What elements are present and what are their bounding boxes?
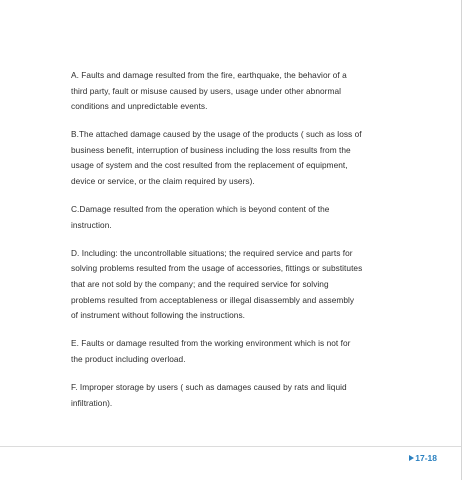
paragraph-line: conditions and unpredictable events. <box>71 101 208 112</box>
paragraph-line: A. Faults and damage resulted from the fire, earthquake, the behavior of a <box>71 70 347 80</box>
page-edge-divider <box>461 0 462 480</box>
paragraph-c <box>71 202 407 233</box>
paragraph-line: usage of system and the cost resulted from the replacement of equipment, <box>71 160 348 171</box>
paragraph-line: device or service, or the claim required by users). <box>71 176 255 187</box>
page-number <box>409 453 437 463</box>
paragraph-line: problems resulted from acceptableness or illegal disassembly and assembly <box>71 294 355 305</box>
footer-divider <box>0 446 461 447</box>
paragraph-f <box>71 380 407 411</box>
paragraph-line: third party, fault or misuse caused by users, usage under other abnormal <box>71 85 342 96</box>
page-number-text: 17-18 <box>415 453 437 463</box>
paragraph-line: that are not sold by the company; and the required service for solving <box>71 279 329 290</box>
paragraph-line: C.Damage resulted from the operation which is beyond content of the <box>71 204 330 215</box>
paragraph-d <box>71 246 407 324</box>
paragraph-line: B.The attached damage caused by the usage of the products ( such as loss of <box>71 129 362 140</box>
paragraph-line: D. Including: the uncontrollable situations; the required service and parts for <box>71 247 353 258</box>
paragraph-line: the product including overload. <box>71 353 186 364</box>
paragraph-line: business benefit, interruption of business including the loss results from the <box>71 144 351 155</box>
paragraph-e <box>71 336 407 367</box>
play-arrow-icon <box>409 455 414 461</box>
paragraph-line: infiltration). <box>71 397 113 408</box>
paragraph-line: of instrument without following the instructions. <box>71 310 246 321</box>
paragraph-a <box>71 68 407 115</box>
warranty-exclusions-text <box>71 68 407 424</box>
paragraph-line: solving problems resulted from the usage of accessories, fittings or substitutes <box>71 263 363 274</box>
paragraph-line: E. Faults or damage resulted from the working environment which is not for <box>71 338 351 349</box>
paragraph-line: F. Improper storage by users ( such as damages caused by rats and liquid <box>71 382 347 392</box>
paragraph-line: instruction. <box>71 219 112 230</box>
paragraph-b <box>71 127 407 189</box>
